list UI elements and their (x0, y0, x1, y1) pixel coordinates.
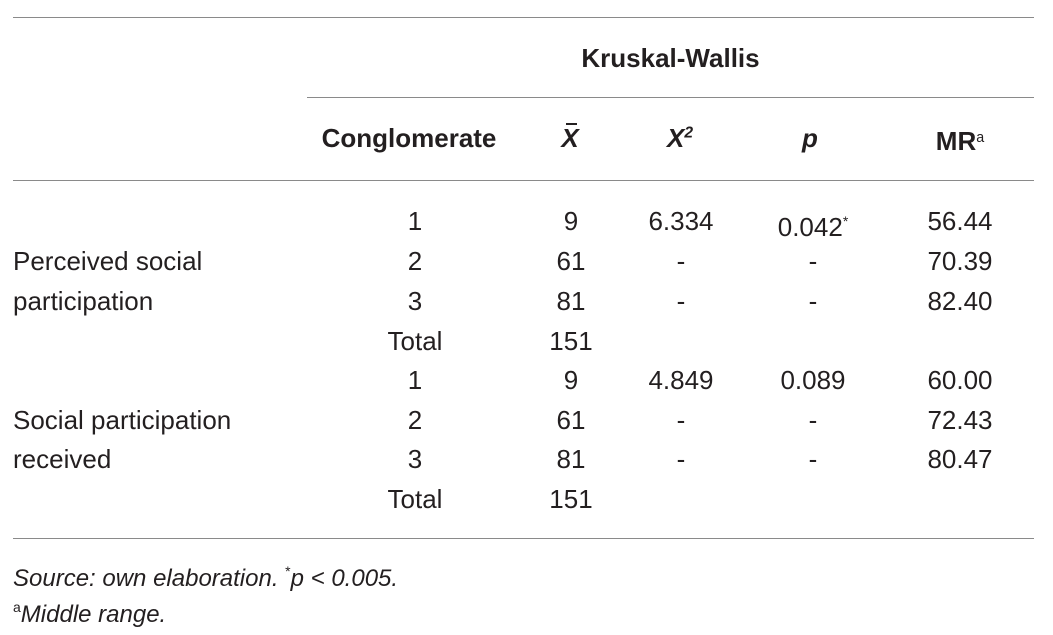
cell-mr: 72.43 (927, 405, 993, 435)
cell-n: 9 (563, 365, 579, 395)
cell-chi-square: - (676, 246, 686, 276)
cell-chi-square: - (676, 405, 686, 435)
cell-conglomerate: 2 (407, 405, 423, 435)
overbar-glyph (566, 123, 576, 125)
column-header-chi-square: $X^2$ (666, 123, 694, 153)
cell-conglomerate: 3 (407, 444, 423, 474)
top-rule (13, 17, 1034, 18)
cell-n: 61 (556, 246, 586, 276)
footnote: $^a$Middle range. (13, 599, 167, 628)
group-label-line1: Perceived social (13, 246, 203, 276)
source-note: Source: own elaboration. *p < 0.005. (13, 563, 399, 592)
cell-p: - (808, 444, 818, 474)
cell-chi-square: - (676, 444, 686, 474)
group-label-line2: participation (13, 286, 154, 316)
column-header-mr: $MR^a$ (935, 126, 985, 156)
cell-conglomerate: 1 (407, 365, 423, 395)
cell-conglomerate: 2 (407, 246, 423, 276)
cell-mr: 70.39 (927, 246, 993, 276)
cell-p: 0.089 (780, 365, 846, 395)
cell-n: 81 (556, 286, 586, 316)
column-header-conglomerate: Conglomerate (321, 123, 497, 153)
bottom-rule (13, 538, 1034, 539)
cell-n: 81 (556, 444, 586, 474)
cell-n: 9 (563, 206, 579, 236)
cell-mr: 82.40 (927, 286, 993, 316)
cell-p: - (808, 405, 818, 435)
cell-mr: 56.44 (927, 206, 993, 236)
cell-mr: 60.00 (927, 365, 993, 395)
cell-chi-square: 6.334 (648, 206, 714, 236)
column-header-mean: X (561, 123, 579, 153)
cell-conglomerate: Total (387, 326, 443, 356)
cell-p: 0.042* (777, 212, 849, 242)
header-rule (13, 180, 1034, 181)
cell-chi-square: 4.849 (648, 365, 714, 395)
cell-n: 151 (549, 484, 593, 514)
significance-mark: * (842, 213, 849, 229)
cell-conglomerate: 1 (407, 206, 423, 236)
cell-mr: 80.47 (927, 444, 993, 474)
group-label-line1: Social participation (13, 405, 232, 435)
cell-chi-square: - (676, 286, 686, 316)
cell-conglomerate: Total (387, 484, 443, 514)
kruskal-wallis-header: Kruskal-Wallis (581, 43, 760, 73)
cell-conglomerate: 3 (407, 286, 423, 316)
cell-p: - (808, 246, 818, 276)
cell-n: 151 (549, 326, 593, 356)
group-label-line2: received (13, 444, 112, 474)
column-header-p: p (802, 123, 818, 153)
group-header-rule (307, 97, 1034, 98)
cell-n: 61 (556, 405, 586, 435)
cell-p: - (808, 286, 818, 316)
